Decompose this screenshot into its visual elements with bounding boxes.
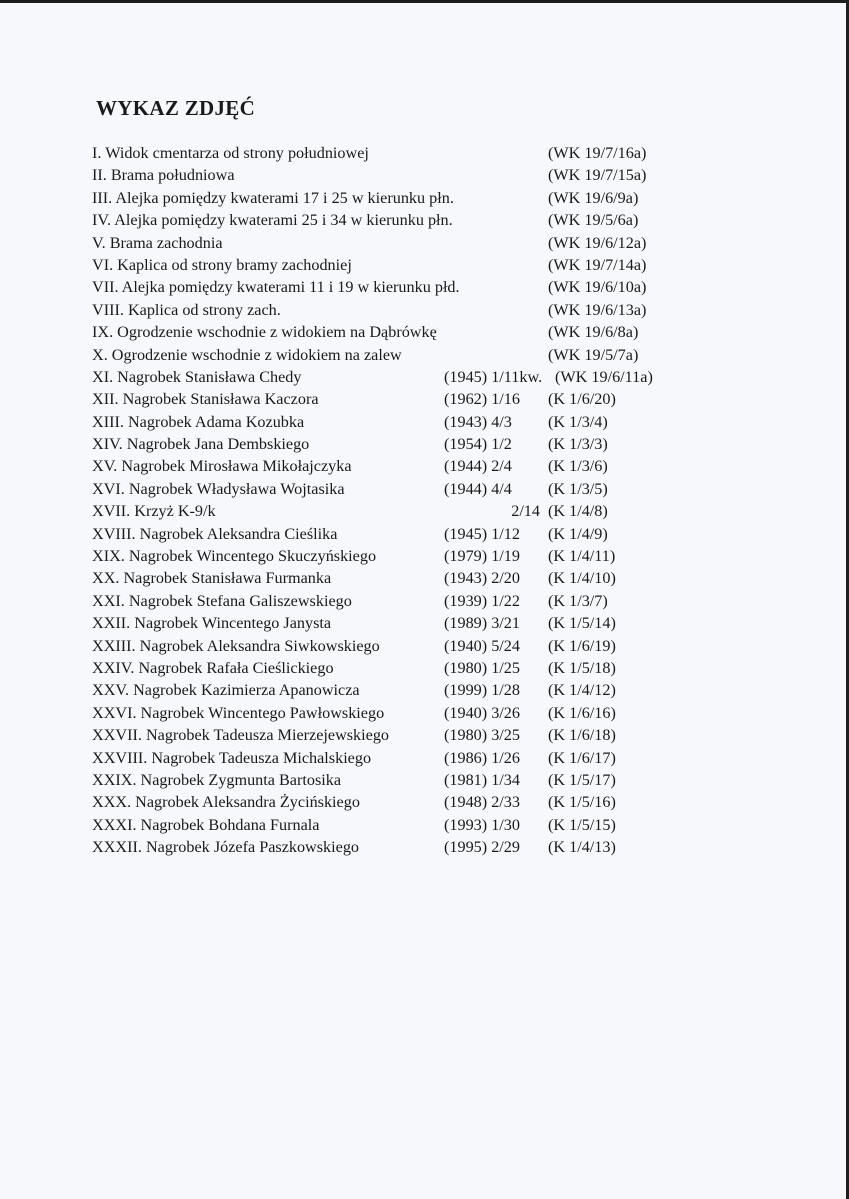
photo-title: V. Brama zachodnia [92,233,223,252]
list-item [92,747,692,769]
archive-code: (K 1/6/18) [548,726,616,745]
list-item [92,523,692,545]
photo-title: X. Ogrodzenie wschodnie z widokiem na zalew [92,345,402,364]
photo-title: XVIII. Nagrobek Aleksandra Cieślika [92,524,338,543]
photo-title: XX. Nagrobek Stanisława Furmanka [92,569,332,588]
archive-code: (WK 19/6/8a) [548,323,639,342]
archive-code: (K 1/4/12) [548,681,616,700]
grave-year-location: 2/14 [511,502,540,521]
list-item [92,545,692,567]
list-item [92,769,692,791]
archive-code: (WK 19/6/12a) [548,233,647,252]
archive-code: (WK 19/5/7a) [548,345,639,364]
grave-year-location: (1981) 1/34 [444,770,520,789]
photo-title: IX. Ogrodzenie wschodnie z widokiem na Dąbrówkę [92,323,437,342]
list-item [92,209,692,231]
grave-year-location: (1979) 1/19 [444,547,520,566]
grave-year-location: (1954) 1/2 [444,435,512,454]
photo-title: XXXI. Nagrobek Bohdana Furnala [92,815,320,834]
photo-title: XXIII. Nagrobek Aleksandra Siwkowskiego [92,636,380,655]
list-item [92,567,692,589]
grave-year-location: (1962) 1/16 [444,390,520,409]
archive-code: (WK 19/6/13a) [548,300,647,319]
list-item [92,232,692,254]
list-item [92,635,692,657]
photo-title: XXXII. Nagrobek Józefa Paszkowskiego [92,838,360,857]
grave-year-location: (1993) 1/30 [444,815,520,834]
list-item [92,590,692,612]
archive-code: (WK 19/6/9a) [548,188,639,207]
photo-list [92,142,692,859]
grave-year-location: (1940) 3/26 [444,703,520,722]
list-item [92,500,692,522]
archive-code: (K 1/4/10) [548,569,616,588]
photo-title: I. Widok cmentarza od strony południowej [92,144,369,162]
list-item [92,478,692,500]
grave-year-location: (1945) 1/12 [444,524,520,543]
grave-year-location: (1943) 2/20 [444,569,520,588]
archive-code: (K 1/5/17) [548,770,616,789]
photo-title: XXVIII. Nagrobek Tadeusza Michalskiego [92,748,372,767]
list-item [92,344,692,366]
grave-year-location: (1986) 1/26 [444,748,520,767]
grave-year-location: (1948) 2/33 [444,793,520,812]
grave-year-location: (1943) 4/3 [444,412,512,431]
photo-title: II. Brama południowa [92,166,235,185]
archive-code: (K 1/4/8) [548,502,608,521]
list-item [92,455,692,477]
list-item [92,411,692,433]
grave-year-location: (1945) 1/11kw. [444,367,543,386]
archive-code: (WK 19/6/11a) [555,367,653,386]
archive-code: (K 1/4/13) [548,838,616,857]
photo-title: XXII. Nagrobek Wincentego Janysta [92,614,332,633]
grave-year-location: (1980) 1/25 [444,658,520,677]
photo-title: XXVII. Nagrobek Tadeusza Mierzejewskiego [92,726,390,745]
archive-code: (K 1/6/17) [548,748,616,767]
photo-title: XVI. Nagrobek Władysława Wojtasika [92,479,345,498]
photo-title: XXI. Nagrobek Stefana Galiszewskiego [92,591,352,610]
photo-title: IV. Alejka pomiędzy kwaterami 25 i 34 w kierunku płn. [92,211,453,230]
list-item [92,276,692,298]
list-item [92,679,692,701]
list-item [92,321,692,343]
photo-title: XI. Nagrobek Stanisława Chedy [92,367,302,386]
archive-code: (K 1/5/16) [548,793,616,812]
photo-title: III. Alejka pomiędzy kwaterami 17 i 25 w kierunku płn. [92,188,454,207]
list-item [92,657,692,679]
grave-year-location: (1995) 2/29 [444,838,520,857]
archive-code: (K 1/3/3) [548,435,608,454]
archive-code: (K 1/4/9) [548,524,608,543]
archive-code: (K 1/3/6) [548,457,608,476]
grave-year-location: (1940) 5/24 [444,636,520,655]
photo-title: XVII. Krzyż K-9/k [92,502,216,521]
photo-title: XIV. Nagrobek Jana Dembskiego [92,435,310,454]
archive-code: (WK 19/7/14a) [548,255,647,274]
archive-code: (WK 19/7/16a) [548,144,647,162]
list-item [92,702,692,724]
list-item [92,791,692,813]
list-item [92,187,692,209]
photo-title: XV. Nagrobek Mirosława Mikołajczyka [92,457,352,476]
archive-code: (K 1/3/7) [548,591,608,610]
list-item [92,164,692,186]
list-item [92,299,692,321]
grave-year-location: (1944) 2/4 [444,457,512,476]
photo-title: XII. Nagrobek Stanisława Kaczora [92,390,319,409]
photo-title: XXX. Nagrobek Aleksandra Życińskiego [92,793,360,812]
archive-code: (K 1/5/18) [548,658,616,677]
grave-year-location: (1989) 3/21 [444,614,520,633]
archive-code: (K 1/5/15) [548,815,616,834]
list-item [92,612,692,634]
list-item [92,836,692,858]
grave-year-location: (1944) 4/4 [444,479,512,498]
photo-title: VII. Alejka pomiędzy kwaterami 11 i 19 w kierunku płd. [92,278,460,297]
list-item [92,814,692,836]
photo-title: VIII. Kaplica od strony zach. [92,300,281,319]
grave-year-location: (1980) 3/25 [444,726,520,745]
list-item [92,724,692,746]
list-item [92,142,692,164]
grave-year-location: (1999) 1/28 [444,681,520,700]
list-item [92,366,692,388]
archive-code: (K 1/5/14) [548,614,616,633]
list-item [92,388,692,410]
photo-title: VI. Kaplica od strony bramy zachodniej [92,255,352,274]
grave-year-location: (1939) 1/22 [444,591,520,610]
photo-title: XIX. Nagrobek Wincentego Skuczyńskiego [92,547,377,566]
archive-code: (K 1/6/20) [548,390,616,409]
archive-code: (WK 19/5/6a) [548,211,639,230]
list-item [92,254,692,276]
photo-title: XIII. Nagrobek Adama Kozubka [92,412,305,431]
scan-edge-top [0,0,849,3]
archive-code: (K 1/6/16) [548,703,616,722]
archive-code: (K 1/6/19) [548,636,616,655]
archive-code: (WK 19/6/10a) [548,278,647,297]
photo-title: XXIX. Nagrobek Zygmunta Bartosika [92,770,342,789]
photo-title: XXVI. Nagrobek Wincentego Pawłowskiego [92,703,385,722]
page-title: WYKAZ ZDJĘĆ [96,96,256,120]
photo-title: XXIV. Nagrobek Rafała Cieślickiego [92,658,334,677]
photo-title: XXV. Nagrobek Kazimierza Apanowicza [92,681,360,700]
archive-code: (K 1/3/5) [548,479,608,498]
list-item [92,433,692,455]
archive-code: (K 1/4/11) [548,547,616,566]
archive-code: (K 1/3/4) [548,412,608,431]
archive-code: (WK 19/7/15a) [548,166,647,185]
